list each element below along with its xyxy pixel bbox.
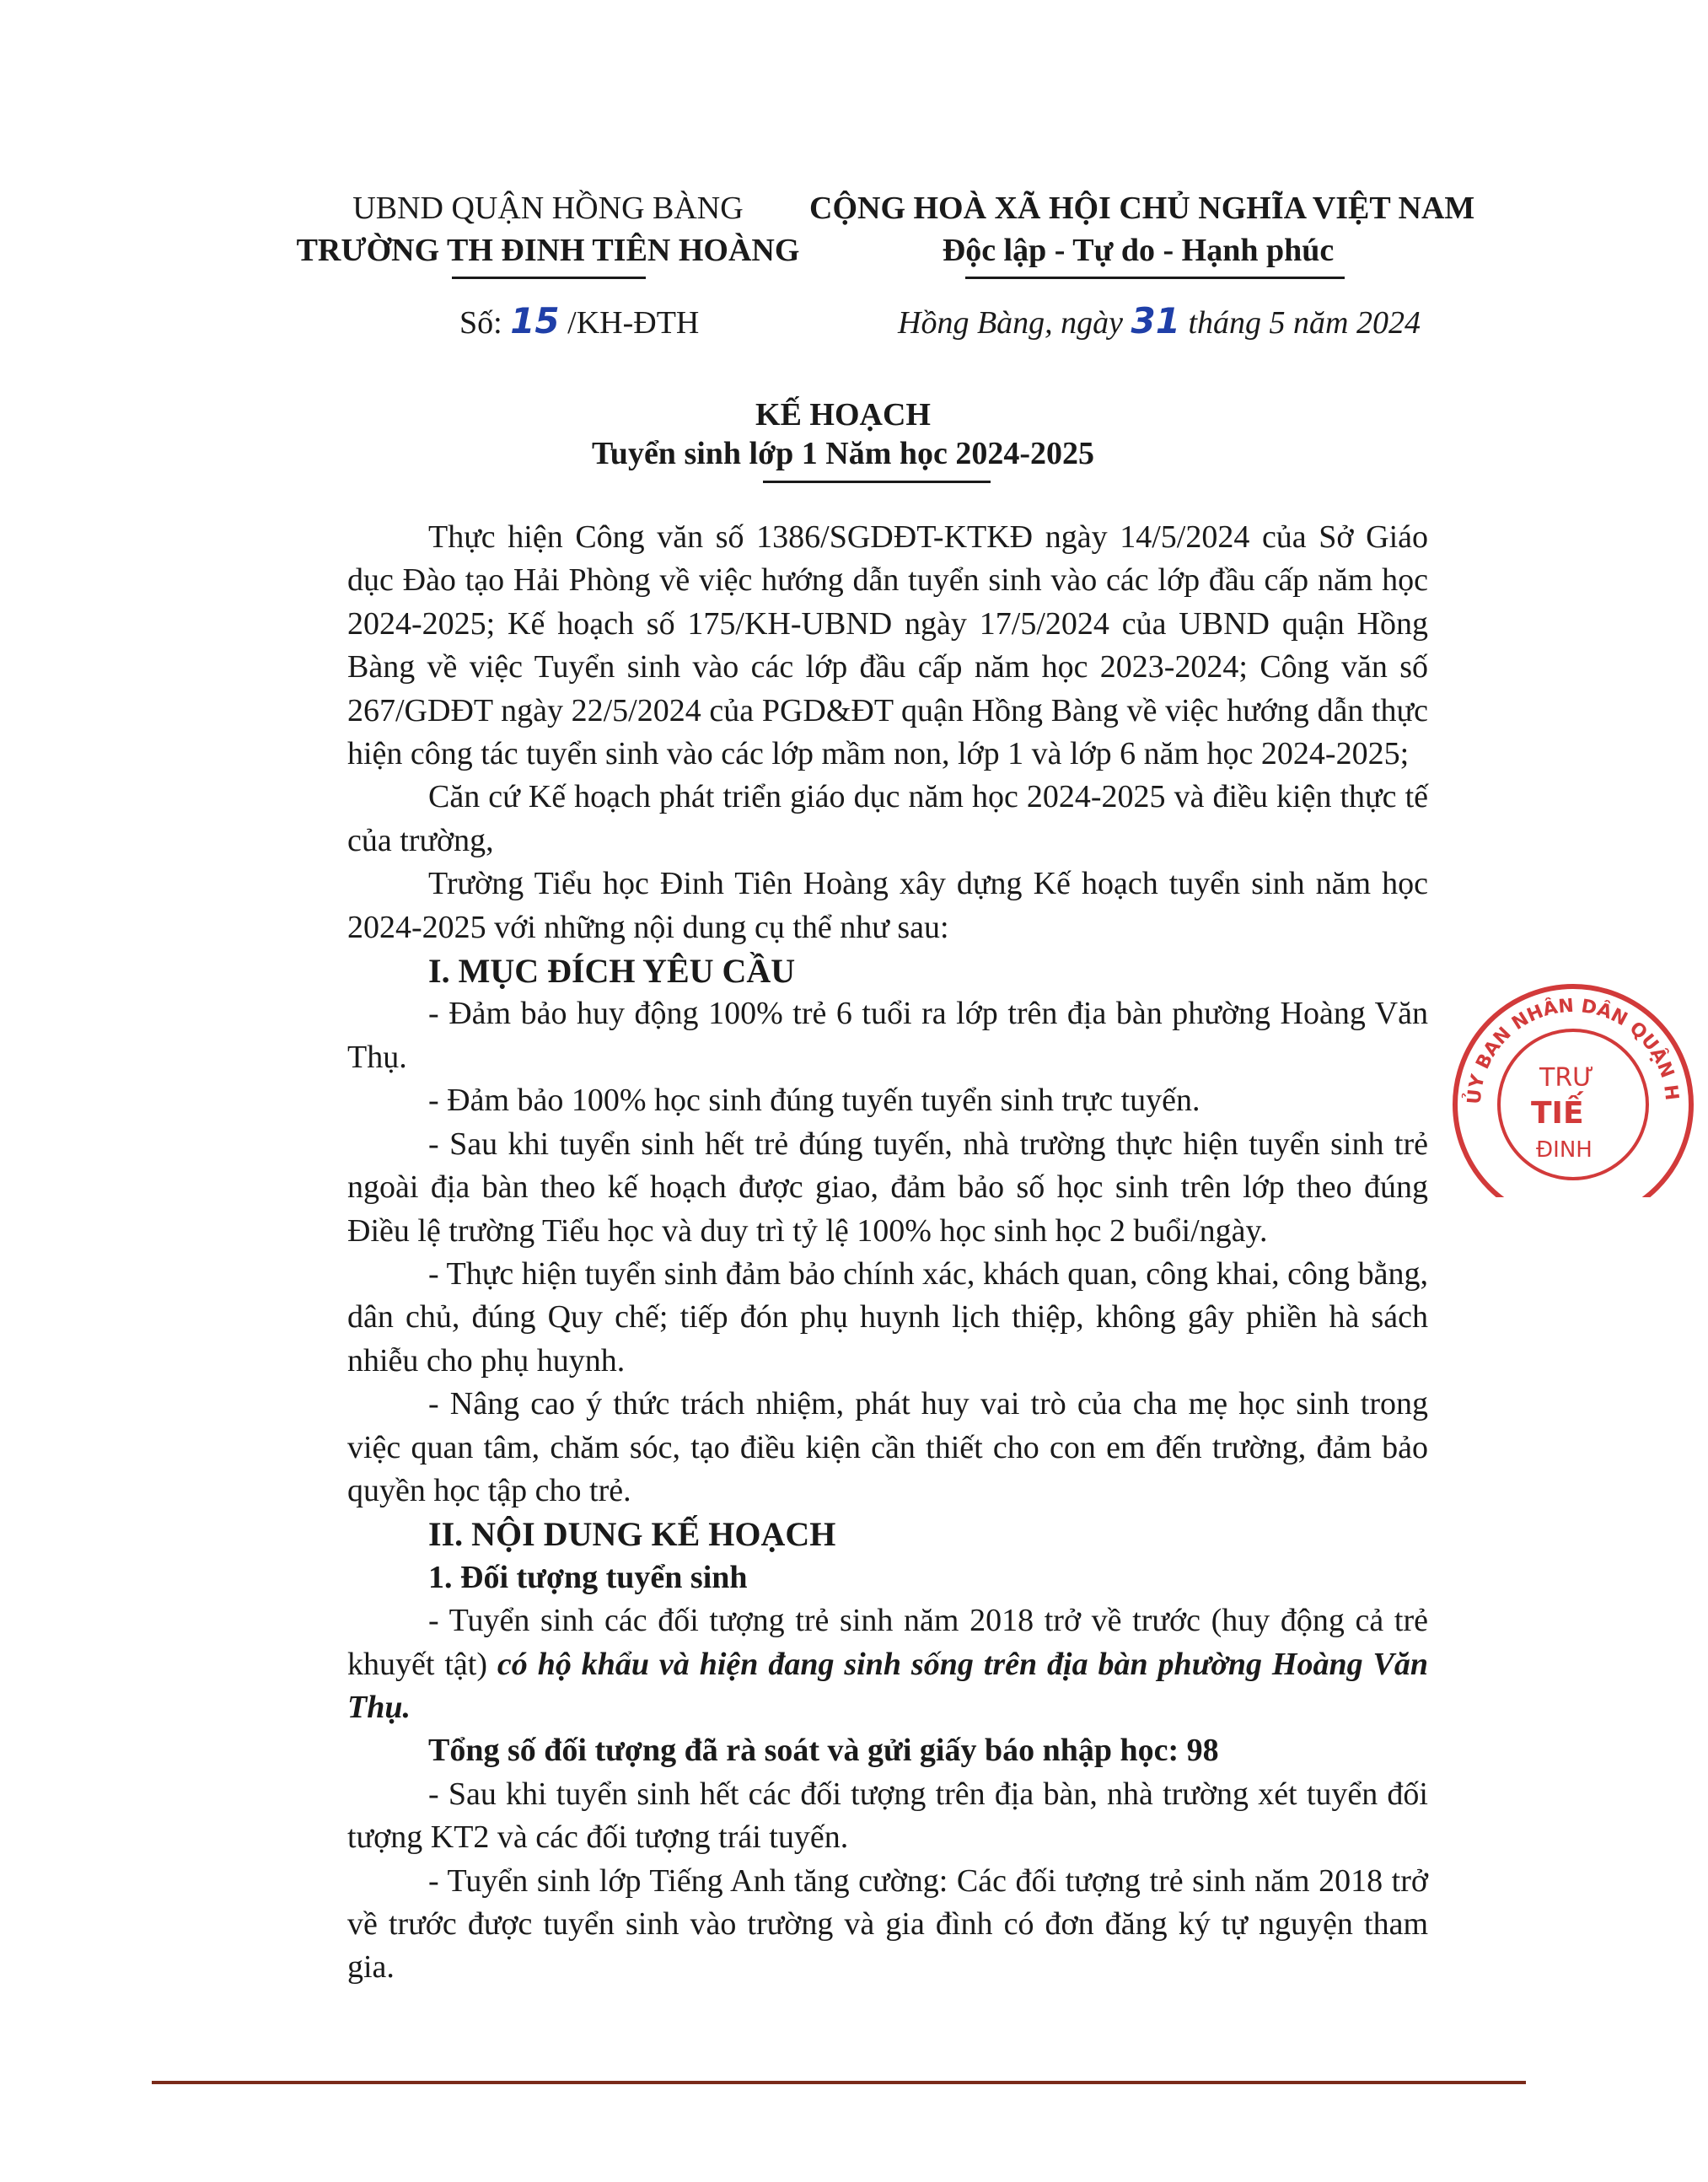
national-header — [809, 187, 1475, 271]
list-item: - Tuyển sinh lớp Tiếng Anh tăng cường: Các đối tượng trẻ sinh năm 2018 trở về trước được tuyển sinh vào trường và gia đình có đơn đăng ký tự nguyện tham gia. — [347, 1862, 1428, 1986]
list-item — [347, 1599, 1428, 1729]
issuer-school: TRƯỜNG TH ĐINH TIÊN HOÀNG — [296, 233, 800, 268]
issuer-block — [287, 187, 809, 271]
document-number-prefix: Số: — [459, 305, 511, 341]
list-item-emphasis: có hộ khẩu và hiện đang sinh sống trên địa bàn phường Hoàng Văn Thụ. — [347, 1646, 1428, 1725]
svg-text:TRƯ: TRƯ — [1539, 1063, 1594, 1093]
handwritten-day: 31 — [1131, 300, 1180, 341]
document-number — [459, 300, 699, 341]
document-body — [347, 516, 1428, 1990]
svg-text:ỦY BAN NHÂN DÂN QUẬN HỒNG BÀNG: ỦY BAN NHÂN DÂN QUẬN H — [1464, 995, 1683, 1105]
total-count-line: Tổng số đối tượng đã rà soát và gửi giấy báo nhập học: 98 — [428, 1733, 1219, 1769]
list-item: - Thực hiện tuyển sinh đảm bảo chính xác, khách quan, công khai, công bằng, dân chủ, đúng Quy chế; tiếp đón phụ huynh lịch thiệp, không gây phiền hà sách nhiễu cho phụ huynh. — [347, 1255, 1428, 1379]
subsection-heading-target: 1. Đối tượng tuyển sinh — [428, 1559, 748, 1595]
list-item: - Nâng cao ý thức trách nhiệm, phát huy vai trò của cha mẹ học sinh trong việc quan tâm, chăm sóc, tạo điều kiện cần thiết cho con em đến trường, đảm bảo quyền học tập cho trẻ. — [347, 1386, 1428, 1508]
national-motto: Độc lập - Tự do - Hạnh phúc — [942, 233, 1335, 268]
list-item: - Đảm bảo huy động 100% trẻ 6 tuổi ra lớp trên địa bàn phường Hoàng Văn Thụ. — [347, 996, 1428, 1075]
list-item: - Đảm bảo 100% học sinh đúng tuyến tuyển sinh trực tuyến. — [428, 1083, 1200, 1119]
document-number-suffix: /KH-ĐTH — [559, 305, 700, 341]
list-item: - Sau khi tuyển sinh hết các đối tượng trên địa bàn, nhà trường xét tuyển đối tượng KT2 và các đối tượng trái tuyến. — [347, 1776, 1428, 1856]
paragraph-intro: Trường Tiểu học Đinh Tiên Hoàng xây dựng Kế hoạch tuyển sinh năm học 2024-2025 với những nội dung cụ thể như sau: — [347, 866, 1428, 945]
document-subtitle: Tuyển sinh lớp 1 Năm học 2024-2025 — [591, 436, 1095, 471]
title-underline — [763, 481, 991, 483]
paragraph-plan-basis: Căn cứ Kế hoạch phát triển giáo dục năm học 2024-2025 và điều kiện thực tế của trường, — [347, 779, 1428, 858]
list-item-text: - Tuyển sinh các đối tượng trẻ sinh năm 2018 trở về trước (huy động cả trẻ khuyết tật) — [347, 1603, 1428, 1682]
issuer-district: UBND QUẬN HỒNG BÀNG — [352, 191, 744, 226]
section-heading-purpose: I. MỤC ĐÍCH YÊU CẦU — [428, 952, 796, 991]
issuer-underline — [452, 277, 646, 279]
national-title: CỘNG HOÀ XÃ HỘI CHỦ NGHĨA VIỆT NAM — [809, 191, 1475, 226]
motto-underline — [965, 277, 1345, 279]
official-stamp — [1438, 978, 1683, 1197]
date-prefix: Hồng Bàng, ngày — [898, 305, 1131, 341]
handwritten-number: 15 — [510, 300, 560, 341]
document-title: KẾ HOẠCH — [755, 397, 931, 433]
date-suffix: tháng 5 năm 2024 — [1179, 305, 1421, 341]
stamp-seal-icon — [1438, 978, 1708, 1197]
section-heading-content: II. NỘI DUNG KẾ HOẠCH — [428, 1515, 836, 1554]
list-item: - Sau khi tuyển sinh hết trẻ đúng tuyến, nhà trường thực hiện tuyển sinh trẻ ngoài địa bàn theo kế hoạch được giao, đảm bảo số học sinh trên lớp theo đúng Điều lệ trường Tiểu học và duy trì tỷ lệ 100% học sinh học 2 buổi/ngày. — [347, 1126, 1428, 1249]
paragraph-legal-basis: Thực hiện Công văn số 1386/SGDĐT-KTKĐ ngày 14/5/2024 của Sở Giáo dục Đào tạo Hải Phòng về việc hướng dẫn tuyển sinh vào các lớp đầu cấp năm học 2024-2025; Kế hoạch số 175/KH-UBND ngày 17/5/2024 của UBND quận Hồng Bàng về việc Tuyển sinh vào các lớp đầu cấp năm học 2023-2024; Công văn số 267/GDĐT ngày 22/5/2024 của PGD&ĐT quận Hồng Bàng về việc hướng dẫn thực hiện công tác tuyển sinh vào các lớp mầm non, lớp 1 và lớp 6 năm học 2024-2025; — [347, 519, 1428, 772]
svg-text:ĐINH: ĐINH — [1536, 1137, 1593, 1163]
page-bottom-border — [152, 2081, 1526, 2084]
issue-date — [898, 300, 1421, 341]
svg-text:TIẾ: TIẾ — [1531, 1096, 1584, 1131]
